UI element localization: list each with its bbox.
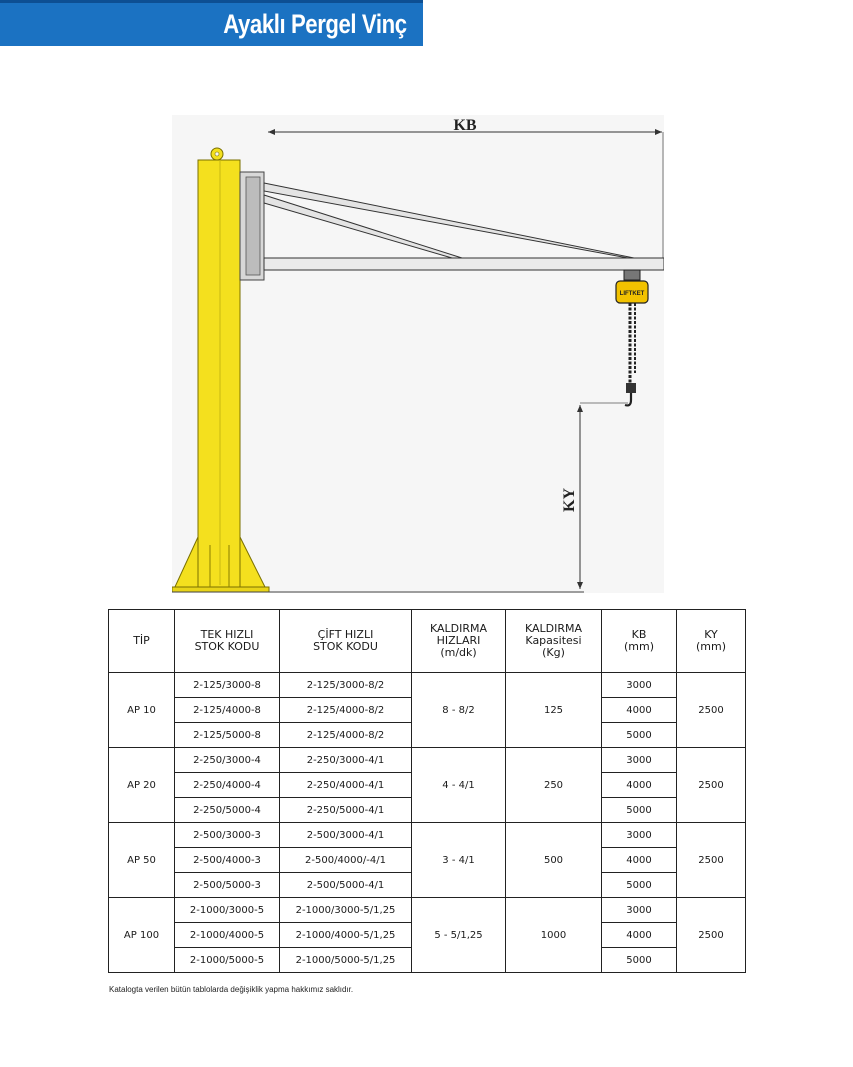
header-kb [602, 610, 677, 673]
header-tek-hizli [175, 610, 280, 673]
cell-kapasite: 500 [506, 823, 602, 898]
header-line: TEK HIZLI [200, 628, 254, 641]
cell-tip: AP 50 [109, 823, 175, 898]
lifting-eye-hole [215, 152, 219, 156]
cell-tip: AP 20 [109, 748, 175, 823]
header-line: KALDIRMA [524, 622, 583, 635]
table-row [109, 748, 746, 773]
cell-tek-stok-kodu: 2-500/4000-3 [175, 848, 280, 873]
header-line: STOK KODU [313, 640, 378, 653]
crane-column [198, 160, 240, 590]
cell-kb: 3000 [602, 898, 677, 923]
table-row [109, 898, 746, 923]
cell-kb: 4000 [602, 848, 677, 873]
cell-kb: 3000 [602, 823, 677, 848]
cell-kaldirma-hizi: 4 - 4/1 [412, 748, 506, 823]
header-line: ÇİFT HIZLI [317, 628, 374, 641]
kb-label: KB [453, 117, 477, 134]
cell-tek-stok-kodu: 2-1000/4000-5 [175, 923, 280, 948]
hoist-brand: LIFTKET [619, 291, 645, 297]
cell-kaldirma-hizi: 3 - 4/1 [412, 823, 506, 898]
cell-kb: 4000 [602, 923, 677, 948]
header-ky [677, 610, 746, 673]
table-header-row [109, 610, 746, 673]
page-title: Ayaklı Pergel Vinç [223, 9, 407, 39]
cell-tek-stok-kodu: 2-500/5000-3 [175, 873, 280, 898]
ky-label: KY [561, 488, 578, 512]
table-row [109, 673, 746, 698]
header-kaldirma-kapasitesi [506, 610, 602, 673]
header-line: (m/dk) [440, 646, 477, 659]
hook-block [626, 383, 636, 393]
cell-tek-stok-kodu: 2-1000/5000-5 [175, 948, 280, 973]
cell-cift-stok-kodu: 2-1000/4000-5/1,25 [280, 923, 412, 948]
cell-tek-stok-kodu: 2-125/4000-8 [175, 698, 280, 723]
jib-arm [264, 258, 664, 270]
header-line: Kapasitesi [525, 634, 582, 647]
cell-tek-stok-kodu: 2-250/3000-4 [175, 748, 280, 773]
header-line: KY [704, 628, 718, 641]
cell-kb: 4000 [602, 773, 677, 798]
cell-cift-stok-kodu: 2-125/4000-8/2 [280, 723, 412, 748]
cell-ky: 2500 [677, 823, 746, 898]
cell-cift-stok-kodu: 2-1000/5000-5/1,25 [280, 948, 412, 973]
cell-kb: 5000 [602, 948, 677, 973]
cell-cift-stok-kodu: 2-125/3000-8/2 [280, 673, 412, 698]
cell-tek-stok-kodu: 2-125/5000-8 [175, 723, 280, 748]
cell-cift-stok-kodu: 2-500/5000-4/1 [280, 873, 412, 898]
cell-kb: 4000 [602, 698, 677, 723]
spec-table [108, 609, 746, 973]
cell-tek-stok-kodu: 2-250/4000-4 [175, 773, 280, 798]
header-line: TİP [133, 634, 150, 647]
header-line: (Kg) [542, 646, 565, 659]
cell-cift-stok-kodu: 2-1000/3000-5/1,25 [280, 898, 412, 923]
cell-kb: 5000 [602, 723, 677, 748]
trolley [624, 270, 640, 280]
cell-ky: 2500 [677, 673, 746, 748]
header-line: HIZLARI [436, 634, 481, 647]
cell-tip: AP 10 [109, 673, 175, 748]
table-row [109, 823, 746, 848]
cell-tek-stok-kodu: 2-1000/3000-5 [175, 898, 280, 923]
header-line: KB [631, 628, 647, 641]
header-tip [109, 610, 175, 673]
cell-cift-stok-kodu: 2-250/4000-4/1 [280, 773, 412, 798]
cell-cift-stok-kodu: 2-250/5000-4/1 [280, 798, 412, 823]
header-line: KALDIRMA [429, 622, 488, 635]
footnote: Katalogta verilen bütün tablolarda değişiklik yapma hakkımız saklıdır. [109, 985, 354, 994]
cell-kapasite: 250 [506, 748, 602, 823]
cell-kaldirma-hizi: 5 - 5/1,25 [412, 898, 506, 973]
cell-tek-stok-kodu: 2-500/3000-3 [175, 823, 280, 848]
cell-cift-stok-kodu: 2-500/4000/-4/1 [280, 848, 412, 873]
cell-cift-stok-kodu: 2-500/3000-4/1 [280, 823, 412, 848]
cell-tek-stok-kodu: 2-250/5000-4 [175, 798, 280, 823]
title-banner [0, 0, 423, 46]
jib-crane-drawing [172, 115, 664, 593]
header-line: STOK KODU [194, 640, 260, 653]
header-line: (mm) [695, 640, 726, 653]
cell-kb: 3000 [602, 748, 677, 773]
cell-ky: 2500 [677, 748, 746, 823]
cell-kb: 5000 [602, 798, 677, 823]
cell-cift-stok-kodu: 2-125/4000-8/2 [280, 698, 412, 723]
base-plate [172, 587, 269, 592]
cell-kapasite: 1000 [506, 898, 602, 973]
header-line: (mm) [623, 640, 654, 653]
cell-tip: AP 100 [109, 898, 175, 973]
header-cift-hizli [280, 610, 412, 673]
cell-cift-stok-kodu: 2-250/3000-4/1 [280, 748, 412, 773]
cell-ky: 2500 [677, 898, 746, 973]
header-kaldirma-hizlari [412, 610, 506, 673]
cell-kaldirma-hizi: 8 - 8/2 [412, 673, 506, 748]
cell-kb: 5000 [602, 873, 677, 898]
cell-kapasite: 125 [506, 673, 602, 748]
cell-tek-stok-kodu: 2-125/3000-8 [175, 673, 280, 698]
cell-kb: 3000 [602, 673, 677, 698]
